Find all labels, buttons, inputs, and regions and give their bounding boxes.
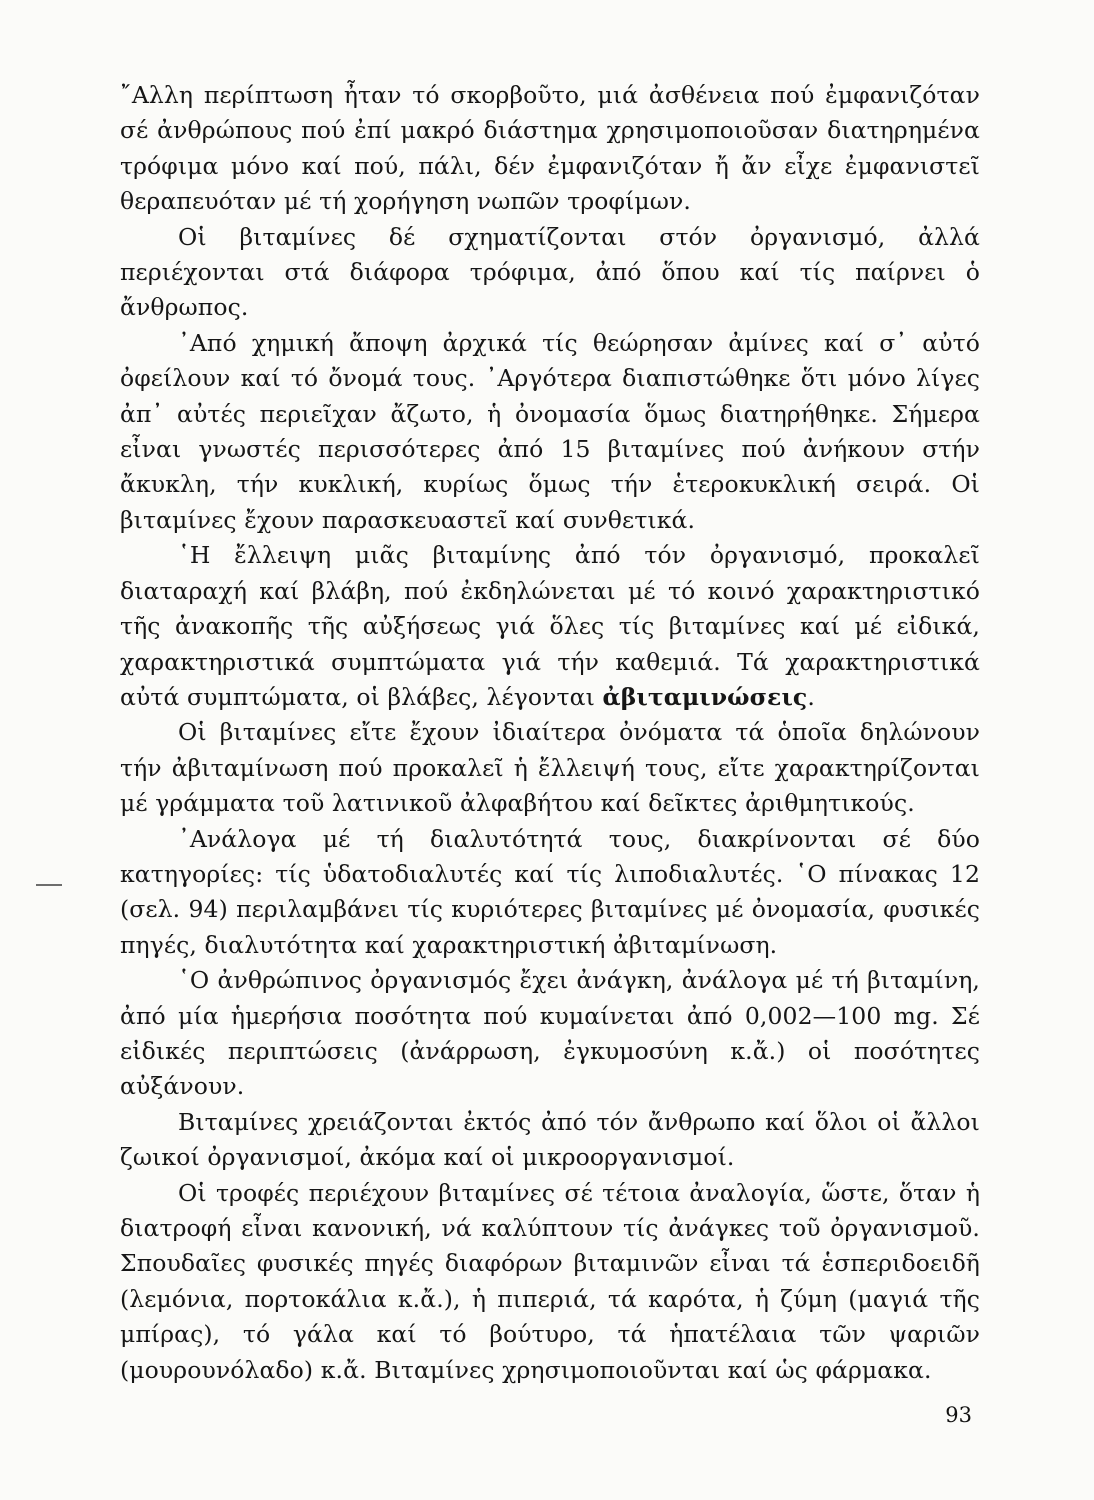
deficiency-text: ῾Η ἔλλειψη μιᾶς βιταμίνης ἀπό τόν ὀργανισμό, προκαλεῖ διαταραχή καί βλάβη, πού ἐκδηλώνεται μέ τό κοινό χαρακτηριστικό τῆς ἀνακοπῆς τῆς αὐξήσεως γιά ὅλες τίς βιταμίνες καί μέ εἰδικά, χαρακτηριστικά συμπτώματα γιά τήν καθεμιά. Τά χαρακτηριστικά αὐτά συμπτώματα, οἱ βλάβες, λέγονται: [120, 541, 980, 711]
margin-mark: [36, 884, 62, 886]
paragraph-food-sources: Οἱ τροφές περιέχουν βιταμίνες σέ τέτοια ἀναλογία, ὥστε, ὅταν ἡ διατροφή εἶναι κανονική, νά καλύπτουν τίς ἀνάγκες τοῦ ὀργανισμοῦ. Σπουδαῖες φυσικές πηγές διαφόρων βιταμινῶν εἶναι τά ἑσπεριδοειδῆ (λεμόνια, πορτοκάλια κ.ἄ.), ἡ πιπεριά, τά καρότα, ἡ ζύμη (μαγιά τῆς μπίρας), τό γάλα καί τό βούτυρο, τά ἡπατέλαια τῶν ψαριῶν (μουρουνόλαδο) κ.ἄ. Βιταμίνες χρησιμοποιοῦνται καί ὡς φάρμακα.: [120, 1178, 980, 1384]
avitaminosis-term: ἀβιταμινώσεις: [602, 682, 808, 711]
term-period: .: [807, 682, 815, 711]
paragraph-vitamin-sources: Οἱ βιταμίνες δέ σχηματίζονται στόν ὀργανισμό, ἀλλά περιέχονται στά διάφορα τρόφιμα, ἀπό ὅπου καί τίς παίρνει ὁ ἄνθρωπος.: [120, 222, 980, 322]
paragraph-organisms: Βιταμίνες χρειάζονται ἐκτός ἀπό τόν ἄνθρωπο καί ὅλοι οἱ ἄλλοι ζωικοί ὀργανισμοί, ἀκόμα καί οἱ μικροοργανισμοί.: [120, 1107, 980, 1172]
paragraph-deficiency: [120, 538, 980, 715]
page-number: 93: [945, 1403, 972, 1427]
paragraph-chemical-view: ᾿Από χημική ἄποψη ἀρχικά τίς θεώρησαν ἀμίνες καί σ᾿ αὐτό ὀφείλουν καί τό ὄνομά τους. ᾿Αργότερα διαπιστώθηκε ὅτι μόνο λίγες ἀπ᾿ αὐτές περιεῖχαν ἄζωτο, ἡ ὀνομασία ὅμως διατηρήθηκε. Σήμερα εἶναι γνωστές περισσότερες ἀπό 15 βιταμίνες πού ἀνήκουν στήν ἄκυκλη, τήν κυκλική, κυρίως ὅμως τήν ἑτεροκυκλική σειρά. Οἱ βιταμίνες ἔχουν παρασκευαστεῖ καί συνθετικά.: [120, 328, 980, 534]
paragraph-naming: Οἱ βιταμίνες εἴτε ἔχουν ἰδιαίτερα ὀνόματα τά ὁποῖα δηλώνουν τήν ἀβιταμίνωση πού προκαλεῖ ἡ ἔλλειψή τους, εἴτε χαρακτηρίζονται μέ γράμματα τοῦ λατινικοῦ ἀλφαβήτου καί δεῖκτες ἀριθμητικούς.: [120, 718, 980, 818]
body-text: [120, 78, 980, 1388]
paragraph-solubility: ᾿Ανάλογα μέ τή διαλυτότητά τους, διακρίνονται σέ δύο κατηγορίες: τίς ὑδατοδιαλυτές καί τίς λιποδιαλυτές. ῾Ο πίνακας 12 (σελ. 94) περιλαμβάνει τίς κυριότερες βιταμίνες μέ ὀνομασία, φυσικές πηγές, διαλυτότητα καί χαρακτηριστική ἀβιταμίνωση.: [120, 824, 980, 959]
paragraph-scurvy: ῎Αλλη περίπτωση ἦταν τό σκορβοῦτο, μιά ἀσθένεια πού ἐμφανιζόταν σέ ἀνθρώπους πού ἐπί μακρό διάστημα χρησιμοποιοῦσαν διατηρημένα τρόφιμα μόνο καί πού, πάλι, δέν ἐμφανιζόταν ἤ ἄν εἶχε ἐμφανιστεῖ θεραπευόταν μέ τή χορήγηση νωπῶν τροφίμων.: [120, 81, 980, 216]
paragraph-daily-dose: ῾Ο ἀνθρώπινος ὀργανισμός ἔχει ἀνάγκη, ἀνάλογα μέ τή βιταμίνη, ἀπό μία ἡμερήσια ποσότητα πού κυμαίνεται ἀπό 0,002—100 mg. Σέ εἰδικές περιπτώσεις (ἀνάρρωση, ἐγκυμοσύνη κ.ἄ.) οἱ ποσότητες αὐξάνουν.: [120, 966, 980, 1101]
